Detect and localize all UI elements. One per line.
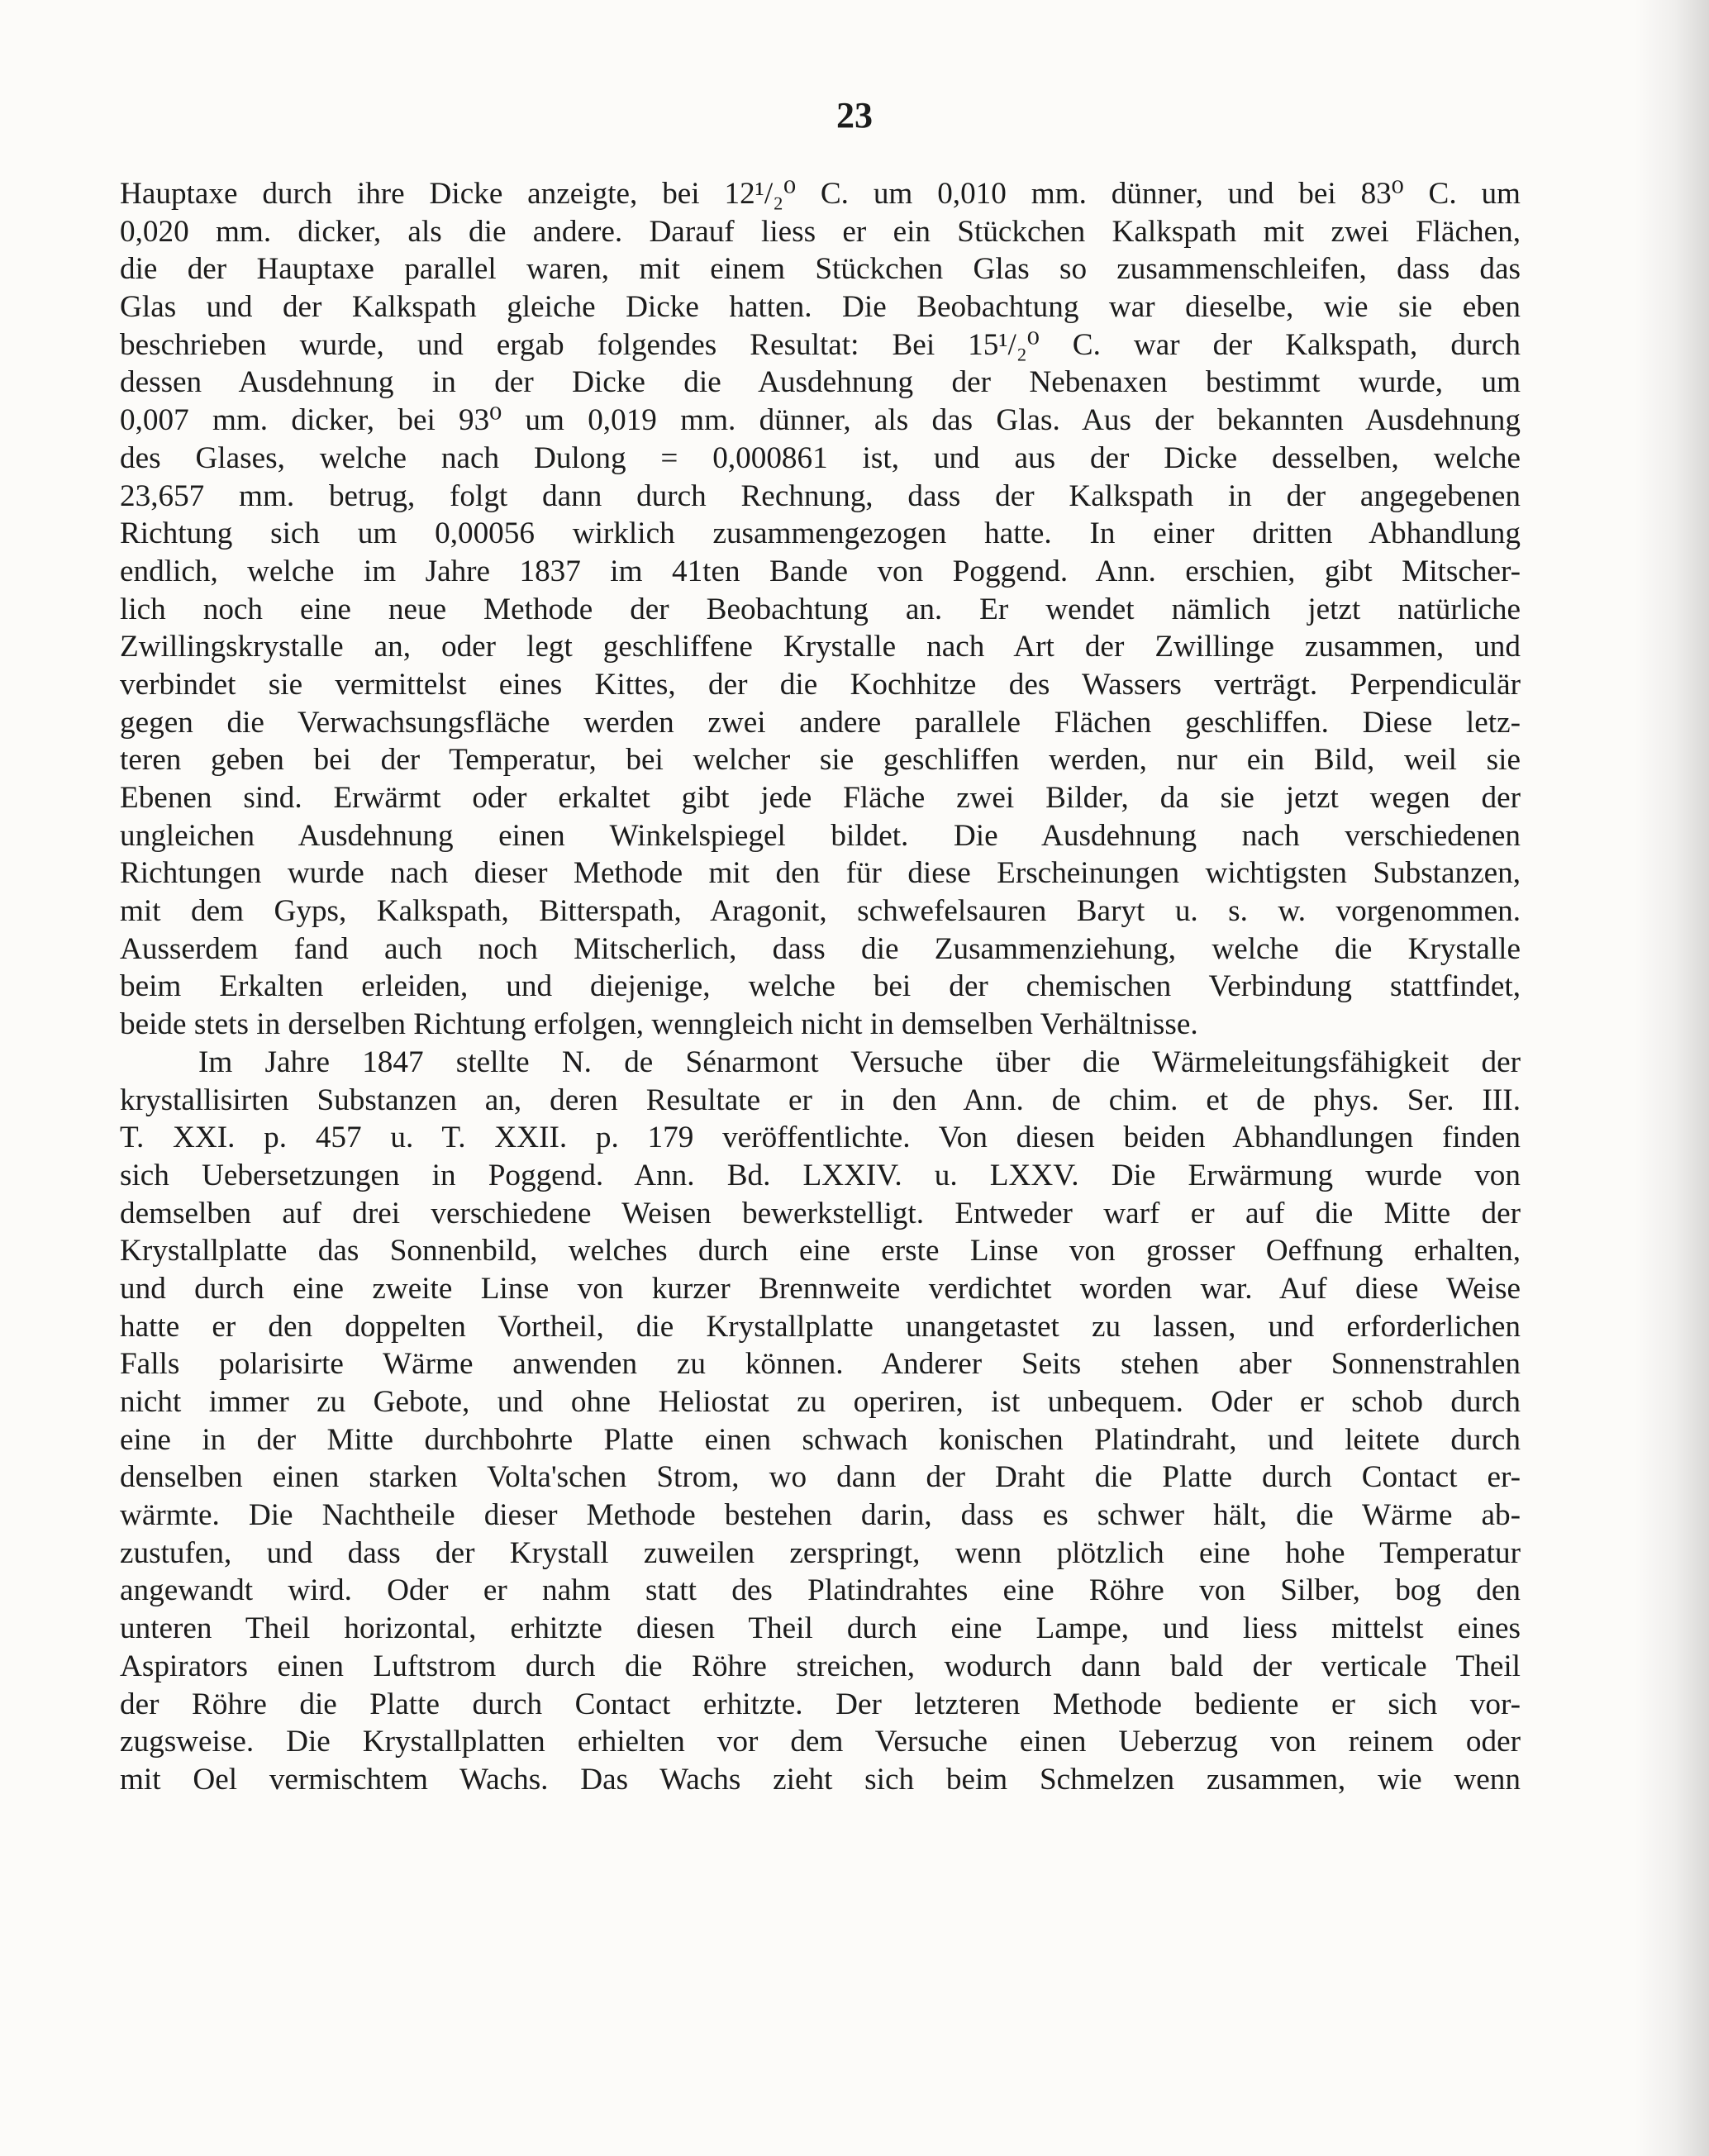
text-line: die der Hauptaxe parallel waren, mit einem Stückchen Glas so zusammenschleifen, dass das (120, 252, 1521, 287)
text-line: eine in der Mitte durchbohrte Platte einen schwach konischen Platindraht, und leitete durch (120, 1422, 1521, 1457)
text-line: des Glases, welche nach Dulong = 0,000861 ist, und aus der Dicke desselben, welche (120, 440, 1521, 475)
text-line: ungleichen Ausdehnung einen Winkelspiegel bildet. Die Ausdehnung nach verschiedenen (120, 818, 1521, 853)
text-line: Hauptaxe durch ihre Dicke anzeigte, bei 12¹/₂⁰ C. um 0,010 mm. dünner, und bei 83⁰ C. um (120, 177, 1521, 211)
text-line: teren geben bei der Temperatur, bei welcher sie geschliffen werden, nur ein Bild, weil sie (120, 743, 1521, 778)
text-line: zustufen, und dass der Krystall zuweilen zerspringt, wenn plötzlich eine hohe Temperatur (120, 1535, 1521, 1570)
text-line: verbindet sie vermittelst eines Kittes, der die Kochhitze des Wassers verträgt. Perpendiculär (120, 667, 1521, 702)
text-line: gegen die Verwachsungsfläche werden zwei andere parallele Flächen geschliffen. Diese letz- (120, 705, 1521, 740)
text-line: angewandt wird. Oder er nahm statt des Platindrahtes eine Röhre von Silber, bog den (120, 1573, 1521, 1608)
text-line: lich noch eine neue Methode der Beobachtung an. Er wendet nämlich jetzt natürliche (120, 592, 1521, 626)
page-number: 23 (836, 95, 873, 136)
text-line: sich Uebersetzungen in Poggend. Ann. Bd. LXXIV. u. LXXV. Die Erwärmung wurde von (120, 1158, 1521, 1192)
text-line: mit Oel vermischtem Wachs. Das Wachs zieht sich beim Schmelzen zusammen, wie wenn (120, 1762, 1521, 1797)
text-line: beschrieben wurde, und ergab folgendes Resultat: Bei 15¹/₂⁰ C. war der Kalkspath, durch (120, 327, 1521, 362)
paragraph-end-line: beide stets in derselben Richtung erfolgen, wenngleich nicht in demselben Verhältnisse. (120, 1007, 1198, 1042)
text-line: denselben einen starken Volta'schen Strom, wo dann der Draht die Platte durch Contact er- (120, 1460, 1521, 1495)
text-line: Richtungen wurde nach dieser Methode mit den für diese Erscheinungen wichtigsten Substanzen, (120, 856, 1521, 891)
text-line: Ausserdem fand auch noch Mitscherlich, dass die Zusammenziehung, welche die Krystalle (120, 931, 1521, 966)
text-line: Richtung sich um 0,00056 wirklich zusammengezogen hatte. In einer dritten Abhandlung (120, 516, 1521, 551)
text-line: dessen Ausdehnung in der Dicke die Ausdehnung der Nebenaxen bestimmt wurde, um (120, 365, 1521, 400)
text-line: demselben auf drei verschiedene Weisen bewerkstelligt. Entweder warf er auf die Mitte der (120, 1196, 1521, 1230)
text-line: Krystallplatte das Sonnenbild, welches durch eine erste Linse von grosser Oeffnung erhalten, (120, 1234, 1521, 1268)
text-line: Aspirators einen Luftstrom durch die Röhre streichen, wodurch dann bald der verticale Theil (120, 1649, 1521, 1683)
body-text (120, 175, 1521, 1799)
text-line: 0,007 mm. dicker, bei 93⁰ um 0,019 mm. dünner, als das Glas. Aus der bekannten Ausdehnung (120, 403, 1521, 438)
text-line: Glas und der Kalkspath gleiche Dicke hatten. Die Beobachtung war dieselbe, wie sie eben (120, 290, 1521, 325)
paragraph-start-line: Im Jahre 1847 stellte N. de Sénarmont Versuche über die Wärmeleitungsfähigkeit der (198, 1045, 1521, 1079)
text-line: hatte er den doppelten Vortheil, die Krystallplatte unangetastet zu lassen, und erforderlichen (120, 1309, 1521, 1344)
text-line: 0,020 mm. dicker, als die andere. Darauf liess er ein Stückchen Kalkspath mit zwei Flächen, (120, 214, 1521, 249)
page-edge-shadow (1635, 0, 1709, 2156)
text-line: unteren Theil horizontal, erhitzte diesen Theil durch eine Lampe, und liess mittelst eines (120, 1611, 1521, 1646)
text-line: Ebenen sind. Erwärmt oder erkaltet gibt jede Fläche zwei Bilder, da sie jetzt wegen der (120, 781, 1521, 815)
text-line: zugsweise. Die Krystallplatten erhielten vor dem Versuche einen Ueberzug von reinem oder (120, 1725, 1521, 1759)
text-line: 23,657 mm. betrug, folgt dann durch Rechnung, dass der Kalkspath in der angegebenen (120, 478, 1521, 513)
text-line: nicht immer zu Gebote, und ohne Heliostat zu operiren, ist unbequem. Oder er schob durch (120, 1385, 1521, 1419)
text-line: beim Erkalten erleiden, und diejenige, welche bei der chemischen Verbindung stattfindet, (120, 969, 1521, 1004)
text-line: Falls polarisirte Wärme anwenden zu können. Anderer Seits stehen aber Sonnenstrahlen (120, 1347, 1521, 1382)
text-line: mit dem Gyps, Kalkspath, Bitterspath, Aragonit, schwefelsauren Baryt u. s. w. vorgenommen. (120, 894, 1521, 929)
text-line: krystallisirten Substanzen an, deren Resultate er in den Ann. de chim. et de phys. Ser. III. (120, 1083, 1521, 1117)
text-line: T. XXI. p. 457 u. T. XXII. p. 179 veröffentlichte. Von diesen beiden Abhandlungen finden (120, 1121, 1521, 1155)
text-line: Zwillingskrystalle an, oder legt geschliffene Krystalle nach Art der Zwillinge zusammen, und (120, 630, 1521, 664)
text-line: wärmte. Die Nachtheile dieser Methode bestehen darin, dass es schwer hält, die Wärme ab- (120, 1498, 1521, 1533)
text-line: und durch eine zweite Linse von kurzer Brennweite verdichtet worden war. Auf diese Weise (120, 1271, 1521, 1306)
text-line: endlich, welche im Jahre 1837 im 41ten Bande von Poggend. Ann. erschien, gibt Mitscher- (120, 554, 1521, 588)
text-line: der Röhre die Platte durch Contact erhitzte. Der letzteren Methode bediente er sich vor- (120, 1687, 1521, 1721)
